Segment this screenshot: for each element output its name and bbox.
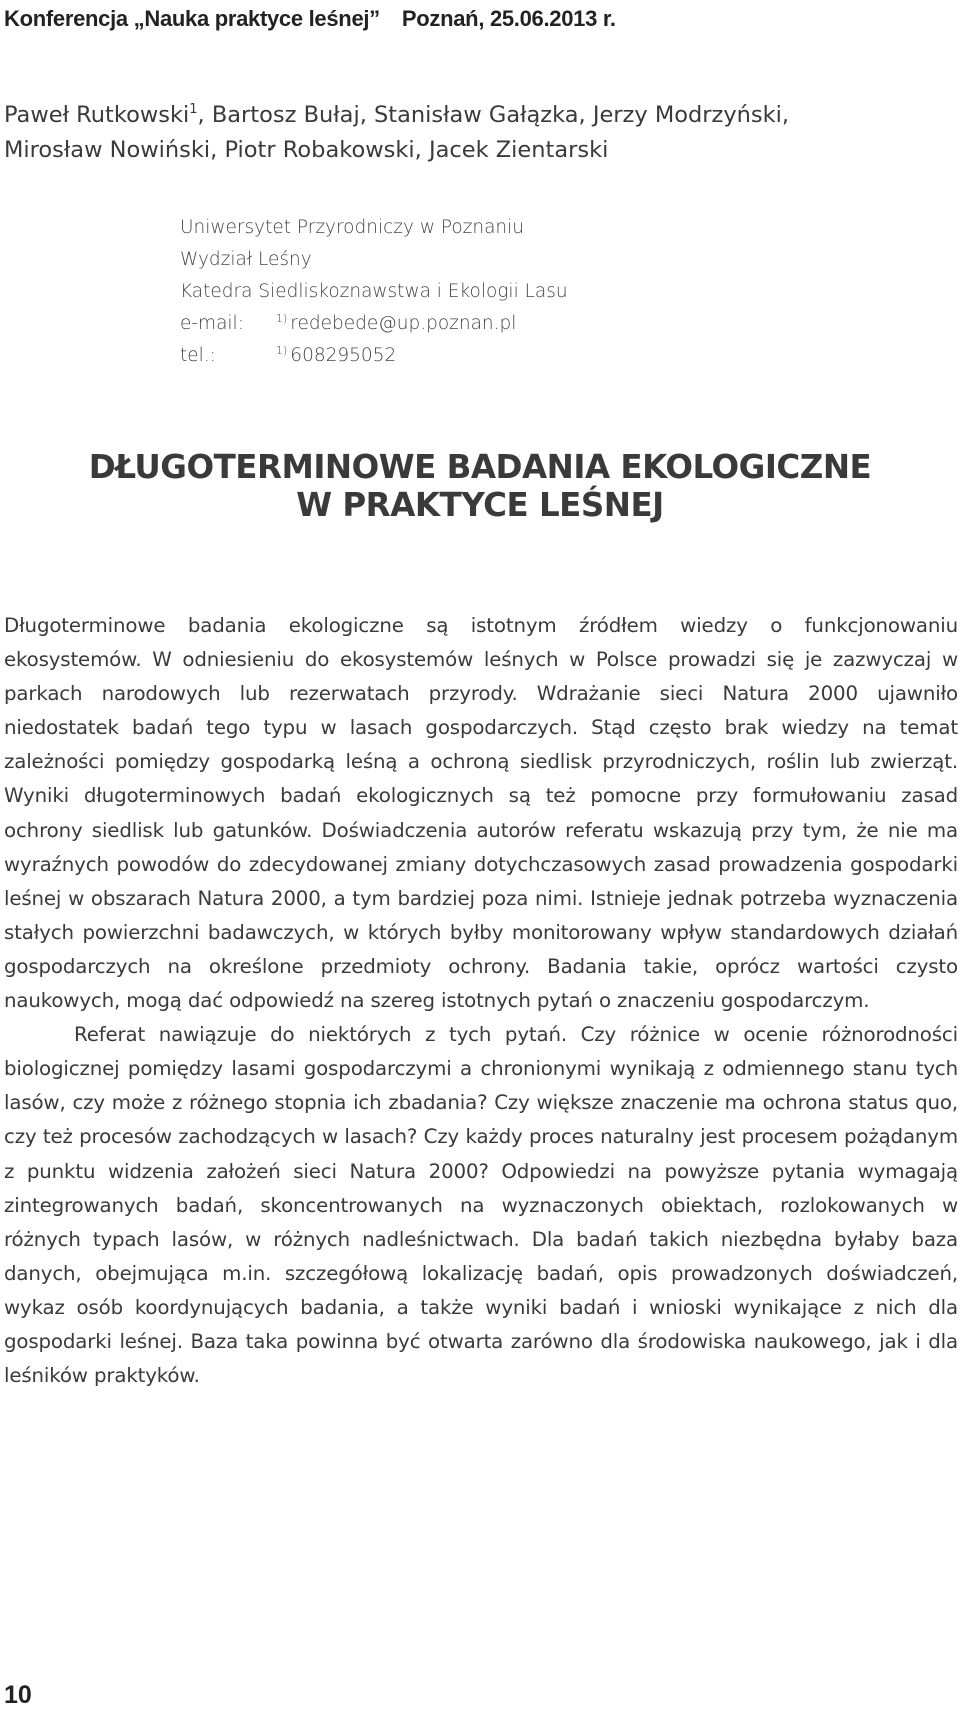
- affiliation-faculty: Wydział Leśny: [180, 249, 312, 270]
- author-footnote-marker: 1: [189, 102, 198, 117]
- affiliation-block: [180, 212, 568, 372]
- email-label: e-mail:: [180, 313, 244, 334]
- phone-footnote-marker: 1): [276, 344, 288, 357]
- contact-phone-row: [180, 340, 568, 372]
- phone-number: 608295052: [290, 345, 397, 366]
- author-line-1: [4, 98, 904, 133]
- coauthors-line-1: , Bartosz Bułaj, Stanisław Gałązka, Jerzy Modrzyński,: [197, 102, 790, 128]
- paper-title-line-2: W PRAKTYCE LEŚNEJ: [296, 486, 664, 524]
- author-list: [4, 98, 904, 168]
- email-address[interactable]: redebede@up.poznan.pl: [290, 313, 517, 334]
- conference-place-date: Poznań, 25.06.2013 r.: [401, 6, 616, 31]
- abstract-paragraph-1: Długoterminowe badania ekologiczne są istotnym źródłem wiedzy o funkcjonowaniu ekosystemów. W odniesieniu do ekosystemów leśnych w Polsce prowadzi się je zazwyczaj w parkach narodowych lub rezerwatach przyrody. Wdrażanie sieci Natura 2000 ujawniło niedostatek badań tego typu w lasach gospodarczych. Stąd często brak wiedzy na temat zależności pomiędzy gospodarką leśną a ochroną siedlisk przyrodniczych, roślin lub zwierząt. Wyniki długoterminowych badań ekologicznych są też pomocne przy formułowaniu zasad ochrony siedlisk lub gatunków. Doświadczenia autorów referatu wskazują przy tym, że nie ma wyraźnych powodów do zdecydowanej zmiany dotychczasowych zasad prowadzenia gospodarki leśnej w obszarach Natura 2000, a tym bardziej poza nimi. Istnieje jednak potrzeba wyznaczenia stałych powierzchni badawczych, w których byłby monitorowany wpływ standardowych działań gospodarczych na określone przedmioty ochrony. Badania takie, oprócz wartości czysto naukowych, mogą dać odpowiedź na szereg istotnych pytań o znaczeniu gospodarczym.: [4, 614, 958, 1013]
- paper-title: [0, 448, 960, 524]
- affiliation-department: Katedra Siedliskoznawstwa i Ekologii Lasu: [180, 281, 568, 302]
- abstract-paragraph-2: Referat nawiązuje do niektórych z tych pytań. Czy różnice w ocenie różnorodności biologicznej pomiędzy lasami gospodarczymi a chronionymi wynikają z odmiennego stanu tych lasów, czy może z różnego stopnia ich zbadania? Czy większe znaczenie ma ochrona status quo, czy też procesów zachodzących w lasach? Czy każdy proces naturalny jest procesem pożądanym z punktu widzenia założeń sieci Natura 2000? Odpowiedzi na powyższe pytania wymagają zintegrowanych badań, skoncentrowanych na wyznaczonych obiektach, rozlokowanych w różnych typach lasów, w różnych nadleśnictwach. Dla badań takich niezbędna byłaby baza danych, obejmująca m.in. szczegółową lokalizację badań, opis prowadzonych doświadczeń, wykaz osób koordynujących badania, a także wyniki badań i wnioski wynikające z nich dla gospodarki leśnej. Baza taka powinna być otwarta zarówno dla środowiska naukowego, jak i dla leśników praktyków.: [4, 1023, 958, 1388]
- conference-name: Konferencja „Nauka praktyce leśnej”: [4, 6, 380, 31]
- paper-title-line-1: DŁUGOTERMINOWE BADANIA EKOLOGICZNE: [88, 448, 872, 486]
- affiliation-university: Uniwersytet Przyrodniczy w Poznaniu: [180, 217, 525, 238]
- abstract-body: [4, 609, 958, 1393]
- corresponding-author: Paweł Rutkowski: [4, 102, 190, 128]
- page-number: 10: [4, 1681, 32, 1709]
- author-line-2: Mirosław Nowiński, Piotr Robakowski, Jacek Zientarski: [4, 137, 609, 163]
- contact-email-row: [180, 308, 568, 340]
- running-header: [4, 6, 616, 32]
- email-footnote-marker: 1): [276, 312, 288, 325]
- phone-label: tel.:: [180, 345, 216, 366]
